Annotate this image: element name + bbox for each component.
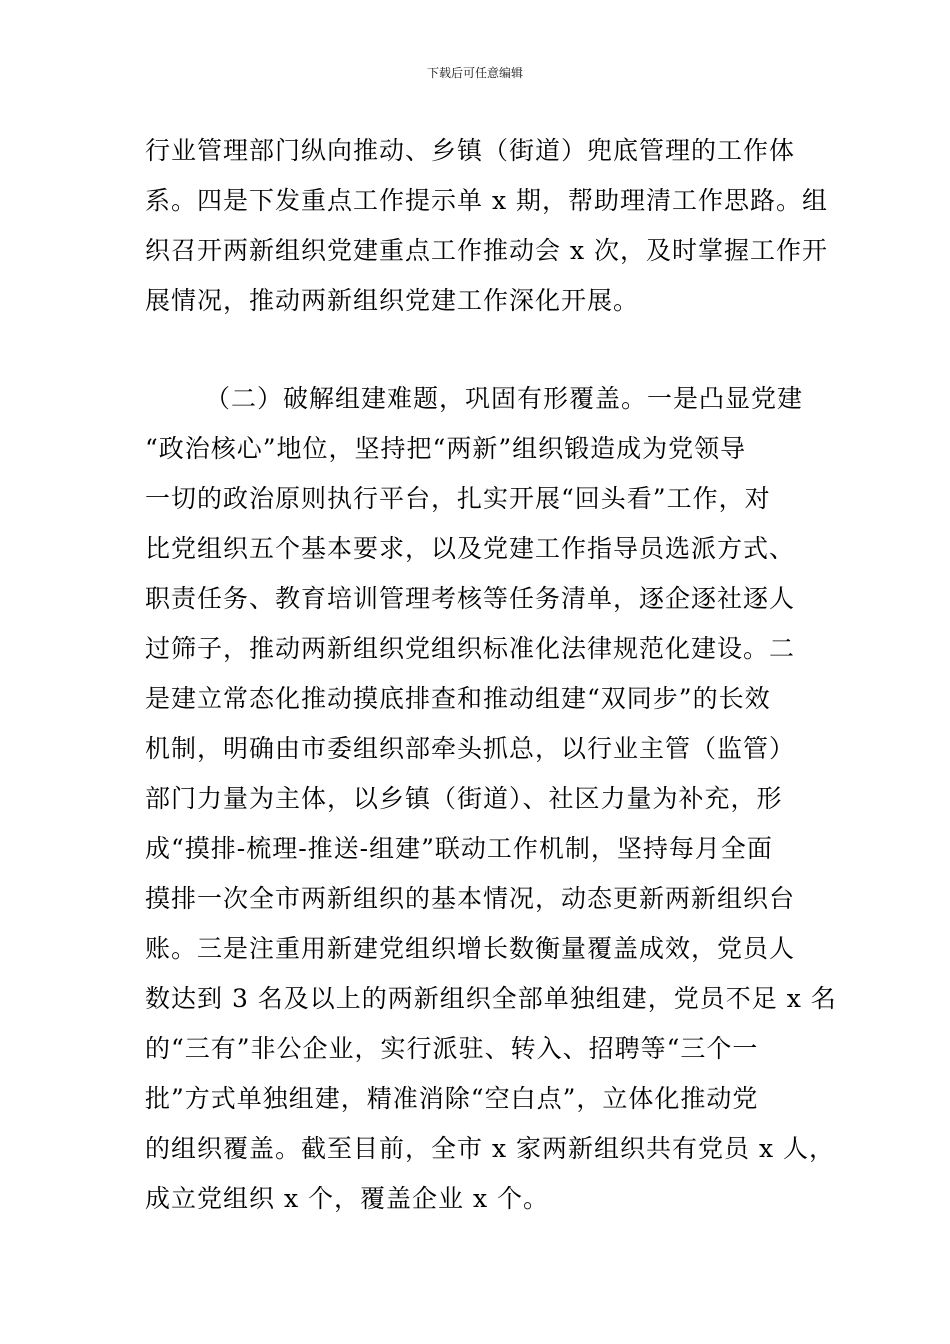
paragraph-line: 过筛子，推动两新组织党组织标准化法律规范化建设。二	[145, 634, 796, 663]
paragraph-line: 数达到 3 名及以上的两新组织全部单独组建，党员不足 x 名	[145, 984, 837, 1013]
paragraph-line: “政治核心”地位，坚持把“两新”组织锻造成为党领导	[145, 434, 747, 463]
paragraph-line: 机制，明确由市委组织部牵头抓总，以行业主管（监管）	[145, 734, 796, 763]
paragraph-line: 的组织覆盖。截至目前，全市 x 家两新组织共有党员 x 人，	[145, 1134, 835, 1163]
paragraph-line: 账。三是注重用新建党组织增长数衡量覆盖成效，党员人	[145, 934, 796, 963]
paragraph-line: 批”方式单独组建，精准消除“空白点”，立体化推动党	[145, 1084, 759, 1113]
paragraph-line: 系。四是下发重点工作提示单 x 期，帮助理清工作思路。组	[145, 186, 828, 215]
paragraph-line: 行业管理部门纵向推动、乡镇（街道）兜底管理的工作体	[145, 136, 796, 165]
paragraph-line: 比党组织五个基本要求，以及党建工作指导员选派方式、	[145, 534, 796, 563]
paragraph-line: 展情况，推动两新组织党建工作深化开展。	[145, 286, 640, 315]
page-header: 下载后可任意编辑	[426, 66, 523, 80]
paragraph-line: 织召开两新组织党建重点工作推动会 x 次，及时掌握工作开	[145, 236, 828, 265]
paragraph-line: 部门力量为主体，以乡镇（街道）、社区力量为补充，形	[145, 784, 783, 813]
paragraph-line: 摸排一次全市两新组织的基本情况，动态更新两新组织台	[145, 884, 796, 913]
paragraph-line: 成立党组织 x 个，覆盖企业 x 个。	[145, 1184, 549, 1213]
paragraph-line: 成“摸排-梳理-推送-组建”联动工作机制，坚持每月全面	[145, 834, 773, 863]
paragraph-line: 职责任务、教育培训管理考核等任务清单，逐企逐社逐人	[145, 584, 796, 613]
paragraph-line: 一切的政治原则执行平台，扎实开展“回头看”工作，对	[145, 484, 771, 513]
paragraph-line: 的“三有”非公企业，实行派驻、转入、招聘等“三个一	[145, 1034, 759, 1063]
paragraph-line: 是建立常态化推动摸底排查和推动组建“双同步”的长效	[145, 684, 771, 713]
paragraph-line: （二）破解组建难题，巩固有形覆盖。一是凸显党建	[205, 384, 804, 413]
